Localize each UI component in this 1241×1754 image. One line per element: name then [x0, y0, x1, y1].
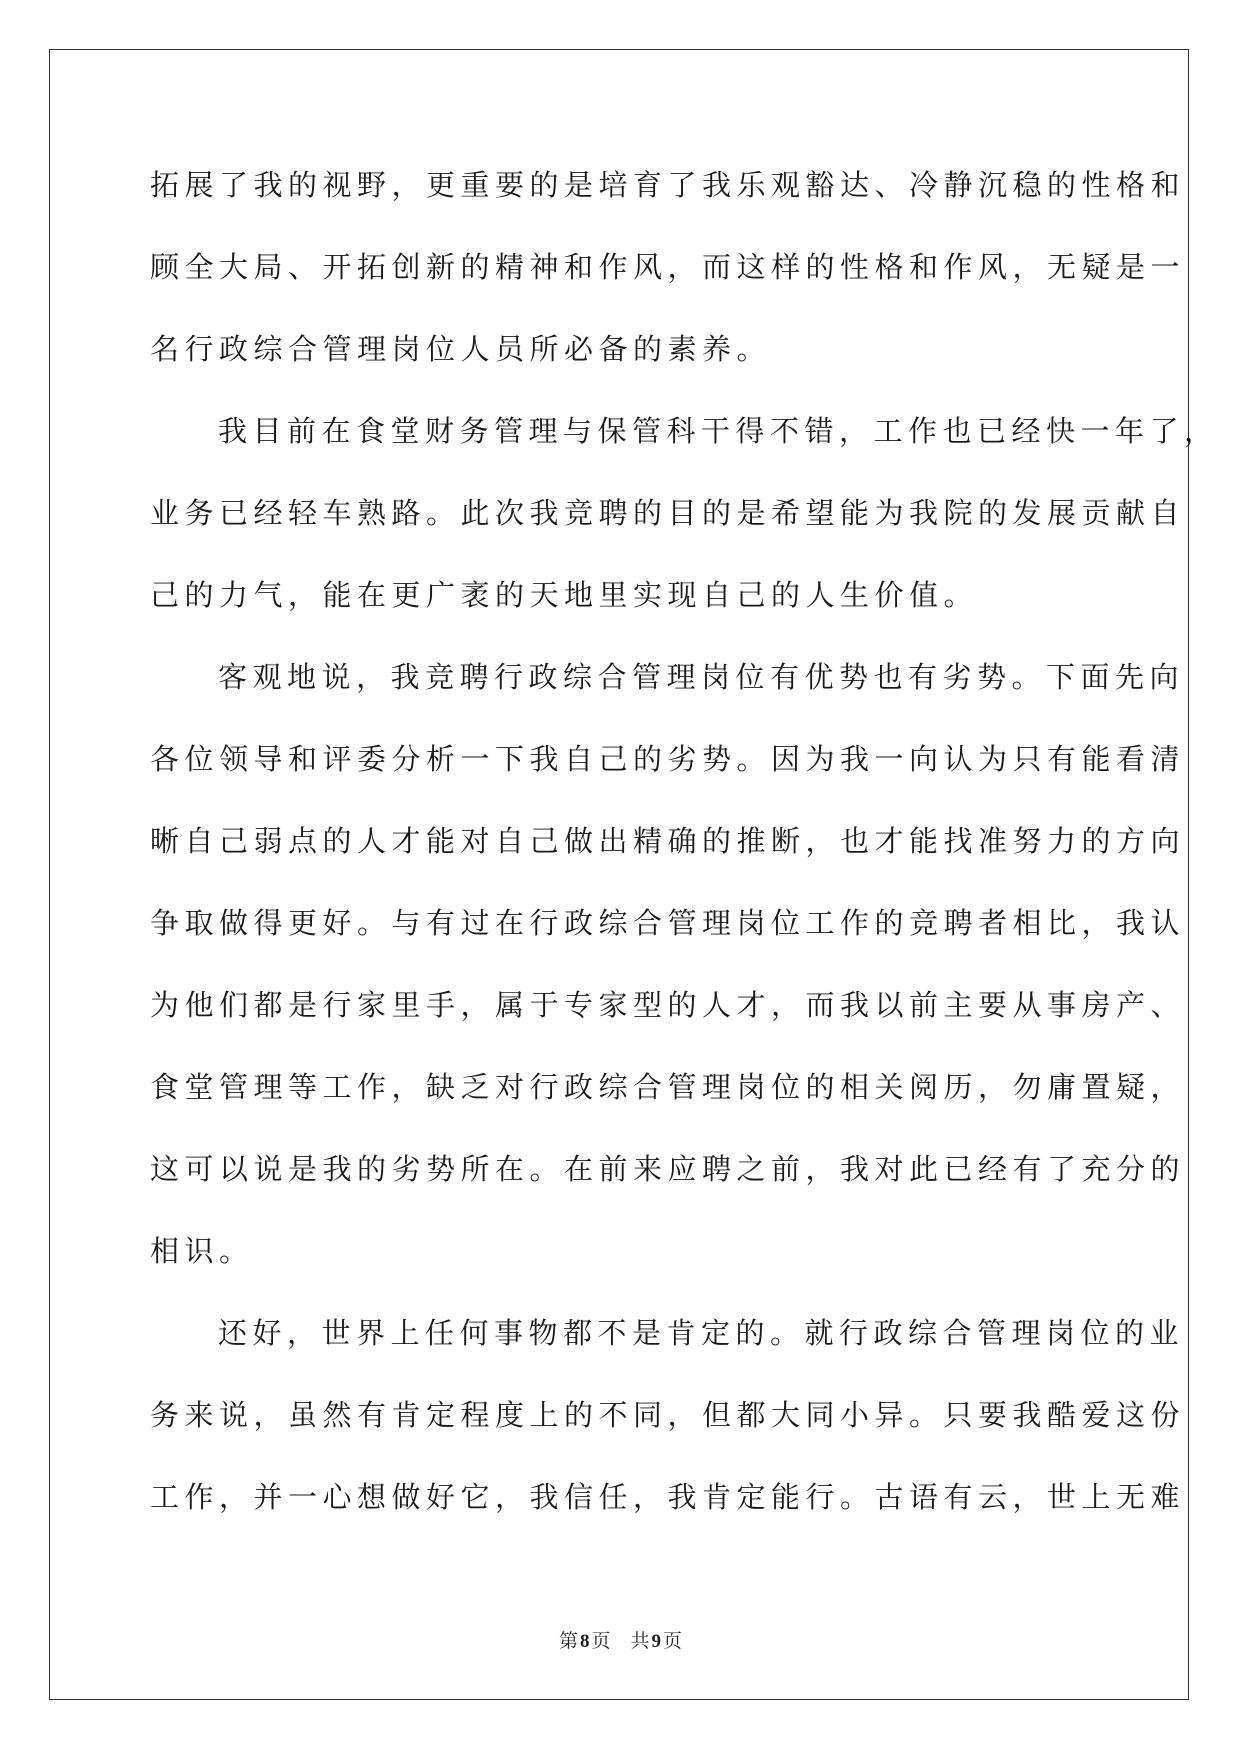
text-line: 这可以说是我的劣势所在。在前来应聘之前，我对此已经有了充分的 — [150, 1152, 1186, 1186]
current-page-number: 8 — [579, 1631, 590, 1652]
text-line: 业务已经轻车熟路。此次我竞聘的目的是希望能为我院的发展贡献自 — [150, 496, 1186, 530]
page-footer — [0, 1626, 1241, 1653]
text-line: 我目前在食堂财务管理与保管科干得不错，工作也已经快一年了， — [218, 414, 1219, 448]
text-line: 客观地说，我竞聘行政综合管理岗位有优势也有劣势。下面先向 — [218, 660, 1185, 694]
text-line: 争取做得更好。与有过在行政综合管理岗位工作的竞聘者相比，我认 — [150, 906, 1186, 940]
total-label-suffix: 页 — [663, 1631, 683, 1652]
text-line: 拓展了我的视野，更重要的是培育了我乐观豁达、冷静沉稳的性格和 — [150, 168, 1186, 202]
text-line: 晰自己弱点的人才能对自己做出精确的推断，也才能找准努力的方向 — [150, 824, 1186, 858]
page-label-prefix: 第 — [558, 1631, 578, 1652]
text-line: 各位领导和评委分析一下我自己的劣势。因为我一向认为只有能看清 — [150, 742, 1186, 776]
text-line: 食堂管理等工作，缺乏对行政综合管理岗位的相关阅历，勿庸置疑， — [150, 1070, 1186, 1104]
text-line: 相识。 — [150, 1234, 254, 1268]
text-line: 工作，并一心想做好它，我信任，我肯定能行。古语有云，世上无难 — [150, 1480, 1186, 1514]
text-line: 顾全大局、开拓创新的精神和作风，而这样的性格和作风，无疑是一 — [150, 250, 1186, 284]
text-line: 为他们都是行家里手，属于专家型的人才，而我以前主要从事房产、 — [150, 988, 1186, 1022]
text-line: 还好，世界上任何事物都不是肯定的。就行政综合管理岗位的业 — [218, 1316, 1185, 1350]
total-label-prefix: 共 — [630, 1631, 650, 1652]
page-label-suffix: 页 — [591, 1631, 611, 1652]
document-body — [150, 158, 1219, 1552]
text-line: 己的力气，能在更广袤的天地里实现自己的人生价值。 — [150, 578, 979, 612]
text-line: 名行政综合管理岗位人员所必备的素养。 — [150, 332, 772, 366]
total-pages-number: 9 — [651, 1631, 662, 1652]
text-line: 务来说，虽然有肯定程度上的不同，但都大同小异。只要我酷爱这份 — [150, 1398, 1186, 1432]
